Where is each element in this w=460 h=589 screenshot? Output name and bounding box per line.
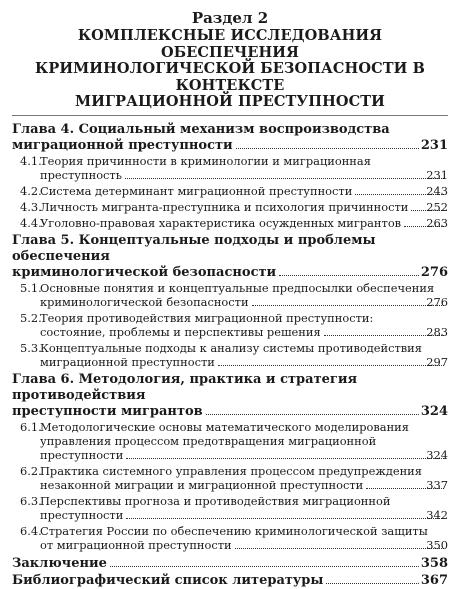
leader-dots: [236, 148, 419, 149]
item-title-line2: преступности: [40, 507, 124, 522]
item-page: 337: [426, 477, 448, 492]
item-title-line1: Методологические основы математического моделирования: [40, 419, 409, 434]
leader-dots: [279, 275, 419, 276]
bibliography-label: Библиографический список литературы: [12, 572, 324, 588]
divider: [12, 115, 448, 116]
item-number: 4.2.: [20, 183, 42, 198]
leader-dots: [252, 305, 445, 306]
chapter-title-line1: Глава 5. Концептуальные подходы и проблемы обеспечения: [12, 232, 376, 264]
item-number: 6.2.: [20, 463, 42, 478]
item-title-line1: Практика системного управления процессом предупреждения: [40, 463, 422, 478]
chapter-title-line2: миграционной преступности: [12, 137, 233, 153]
item-number: 5.2.: [20, 310, 42, 325]
section-number: Раздел 2: [191, 9, 269, 27]
leader-dots: [235, 548, 445, 549]
item-title-line1: Система детерминант миграционной преступности: [40, 183, 353, 198]
chapter-title-line2: криминологической безопасности: [12, 264, 277, 280]
chapter-title-line2: преступности мигрантов: [12, 403, 203, 419]
item-title-line2: незаконной миграции и миграционной преступности: [40, 477, 364, 492]
leader-dots: [110, 566, 419, 567]
item-page: 297: [426, 354, 448, 369]
item-number: 6.4.: [20, 523, 42, 538]
chapter-page: 276: [420, 264, 448, 280]
item-title-line1: Личность мигранта-преступника и психология причинности: [40, 199, 409, 214]
item-number: 5.1.: [20, 280, 42, 295]
conclusion-label: Заключение: [12, 555, 107, 571]
item-title-line1: Теория причинности в криминологии и миграционная: [40, 153, 371, 168]
toc-item-4-1: [20, 154, 448, 182]
item-page: 252: [426, 199, 448, 214]
item-page: 243: [426, 183, 448, 198]
chapter-heading: [12, 122, 448, 154]
item-title-line1: Перспективы прогноза и противодействия миграционной: [40, 493, 391, 508]
chapter-4: [12, 122, 448, 230]
item-number: 6.1.: [20, 419, 42, 434]
item-title-line1: Концептуальные подходы к анализу системы противодействия: [40, 340, 422, 355]
toc-item-6-2: [20, 464, 448, 492]
toc-item-4-4: [20, 216, 448, 230]
chapter-title-line2-row: [12, 138, 448, 154]
leader-dots: [218, 365, 444, 366]
item-number: 4.1.: [20, 153, 42, 168]
section-title-line: МИГРАЦИОННОЙ ПРЕСТУПНОСТИ: [75, 93, 385, 110]
item-page: 283: [426, 324, 448, 339]
section-title-line: КОМПЛЕКСНЫЕ ИССЛЕДОВАНИЯ ОБЕСПЕЧЕНИЯ: [77, 27, 383, 61]
leader-dots: [125, 178, 444, 179]
item-page: 263: [426, 215, 448, 230]
toc-item-4-2: [20, 184, 448, 198]
toc-item-6-3: [20, 494, 448, 522]
leader-dots: [126, 518, 444, 519]
leader-dots: [206, 414, 419, 415]
chapter-page: 324: [420, 403, 448, 419]
item-number: 6.3.: [20, 493, 42, 508]
toc-item-6-1: [20, 420, 448, 462]
item-number: 4.3.: [20, 199, 42, 214]
item-title-line2: миграционной преступности: [40, 354, 215, 369]
chapter-heading: [12, 233, 448, 281]
chapter-page: 231: [420, 137, 448, 153]
toc-item-5-2: [20, 311, 448, 339]
item-page: 276: [426, 294, 448, 309]
toc-conclusion: [12, 555, 448, 572]
chapter-5: [12, 233, 448, 369]
leader-dots: [326, 583, 418, 584]
item-page: 342: [426, 507, 448, 522]
chapter-title-line1: Глава 4. Социальный механизм воспроизводства: [12, 121, 390, 137]
item-page: 350: [426, 537, 448, 552]
bibliography-page: 367: [420, 572, 448, 588]
item-title-line1: Уголовно-правовая характеристика осужденных мигрантов: [40, 215, 402, 230]
toc-item-4-3: [20, 200, 448, 214]
chapter-heading: [12, 372, 448, 420]
item-title-line1: Основные понятия и концептуальные предпосылки обеспечения: [40, 280, 435, 295]
conclusion-page: 358: [420, 555, 448, 571]
leader-dots: [126, 458, 444, 459]
toc-item-5-3: [20, 341, 448, 369]
toc-bibliography: [12, 572, 448, 589]
item-number: 4.4.: [20, 215, 42, 230]
item-title-line2: криминологической безопасности: [40, 294, 249, 309]
item-number: 5.3.: [20, 340, 42, 355]
item-title-line1b: управления процессом предотвращения миграционной: [40, 433, 377, 448]
chapter-title-line1: Глава 6. Методология, практика и стратегия противодействия: [12, 371, 358, 403]
toc-item-5-1: [20, 281, 448, 309]
item-title-line2: состояние, проблемы и перспективы решения: [40, 324, 321, 339]
chapter-6: [12, 372, 448, 552]
item-title-line1: Теория противодействия миграционной преступности:: [40, 310, 374, 325]
toc-item-6-4: [20, 524, 448, 552]
item-title-line2: преступность: [40, 167, 122, 182]
item-page: 324: [426, 447, 448, 462]
item-title-line1: Стратегия России по обеспечению криминологической защиты: [40, 523, 428, 538]
item-title-line2: от миграционной преступности: [40, 537, 232, 552]
section-title: [12, 28, 448, 111]
section-title-line: КРИМИНОЛОГИЧЕСКОЙ БЕЗОПАСНОСТИ В КОНТЕКСТЕ: [35, 60, 425, 94]
item-page: 231: [426, 167, 448, 182]
item-title-line2: преступности: [40, 447, 124, 462]
